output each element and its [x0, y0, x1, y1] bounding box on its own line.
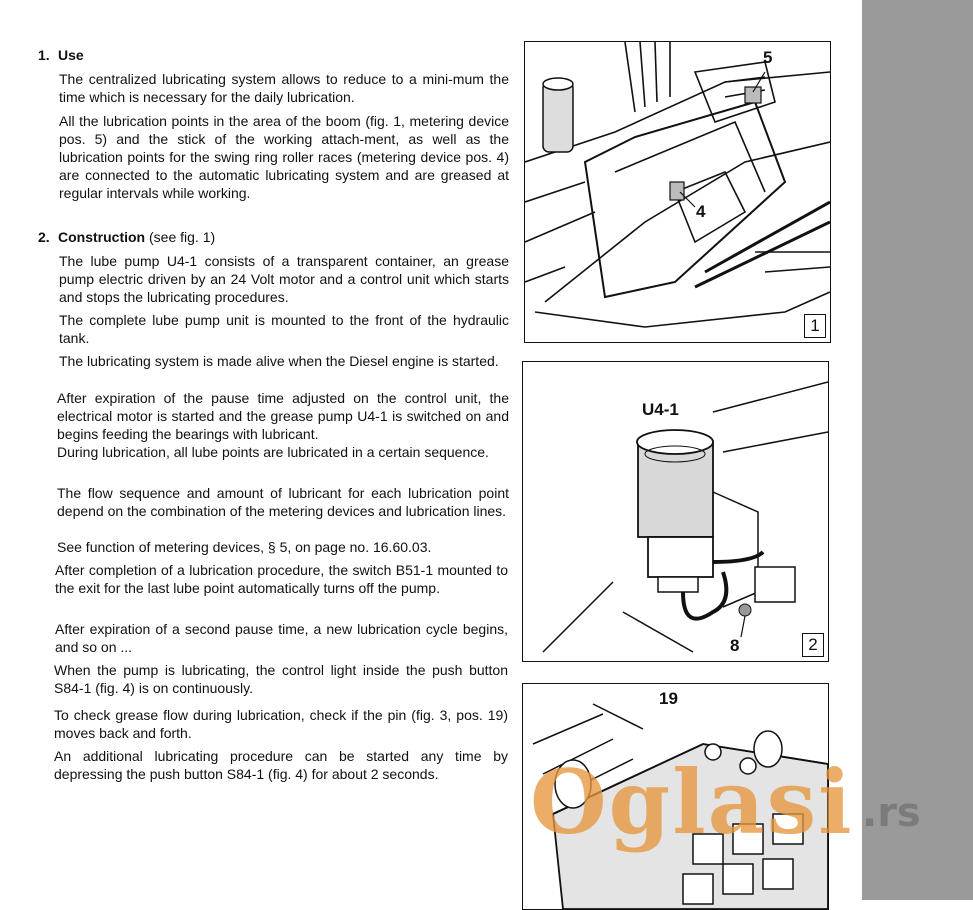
paragraph: To check grease flow during lubrication, check if the pin (fig. 3, pos. 19) moves back and forth. [54, 707, 508, 741]
paragraph: The centralized lubricating system allows to reduce to a mini-mum the time which is necessary for the daily lubrication. [59, 71, 509, 105]
callout-u4-1: U4-1 [642, 400, 679, 419]
callout-19: 19 [659, 689, 678, 708]
boom-drawing [525, 42, 830, 342]
paragraph: After expiration of the pause time adjusted on the control unit, the electrical motor is started and the grease pump U4-1 is switched on and begins feeding the bearings with lubricant. [57, 390, 509, 442]
section-title: Construction (see fig. 1) [58, 229, 216, 245]
paragraph: After expiration of a second pause time, a new lubrication cycle begins, and so on ... [55, 621, 508, 655]
callout-8: 8 [730, 636, 740, 655]
paragraph: The lubricating system is made alive when the Diesel engine is started. [59, 353, 499, 369]
paragraph: All the lubrication points in the area of the boom (fig. 1, metering device pos. 5) and the stick of the working attach-ment, as well as the lubrication points for the swing ring roller races (metering device pos. 4) are connected to the automatic lubricating system and are greased at regular intervals while working. [59, 113, 509, 201]
figure-number: 1 [804, 314, 826, 338]
page-gutter [862, 0, 973, 900]
section-subtitle: (see fig. 1) [149, 229, 216, 245]
figure-number: 2 [802, 633, 824, 657]
figure-1-boom-lubrication [524, 41, 831, 343]
section-title: Use [58, 47, 84, 63]
callout-4: 4 [696, 202, 706, 221]
callout-5: 5 [763, 48, 773, 67]
paragraph: The complete lube pump unit is mounted to the front of the hydraulic tank. [59, 312, 509, 346]
paragraph: When the pump is lubricating, the control light inside the push button S84-1 (fig. 4) is on continuously. [54, 662, 508, 696]
section-number: 2. [38, 229, 50, 245]
paragraph: The flow sequence and amount of lubricant for each lubrication point depend on the combination of the metering devices and lubrication lines. [57, 485, 509, 519]
watermark-logo: Oglasi [530, 750, 854, 854]
paragraph: After completion of a lubrication procedure, the switch B51-1 mounted to the exit for the last lube point automatically turns off the pump. [55, 562, 508, 596]
section-number: 1. [38, 47, 50, 63]
paragraph: See function of metering devices, § 5, on page no. 16.60.03. [57, 539, 432, 555]
paragraph: An additional lubricating procedure can be started any time by depressing the push button S84-1 (fig. 4) for about 2 seconds. [54, 748, 508, 782]
paragraph: The lube pump U4-1 consists of a transparent container, an grease pump electric driven by an 24 Volt motor and a control unit which starts and stops the lubricating procedures. [59, 253, 509, 305]
watermark-tld: .rs [862, 790, 921, 836]
paragraph: During lubrication, all lube points are lubricated in a certain sequence. [57, 444, 489, 460]
figure-2-lube-pump [522, 361, 829, 662]
